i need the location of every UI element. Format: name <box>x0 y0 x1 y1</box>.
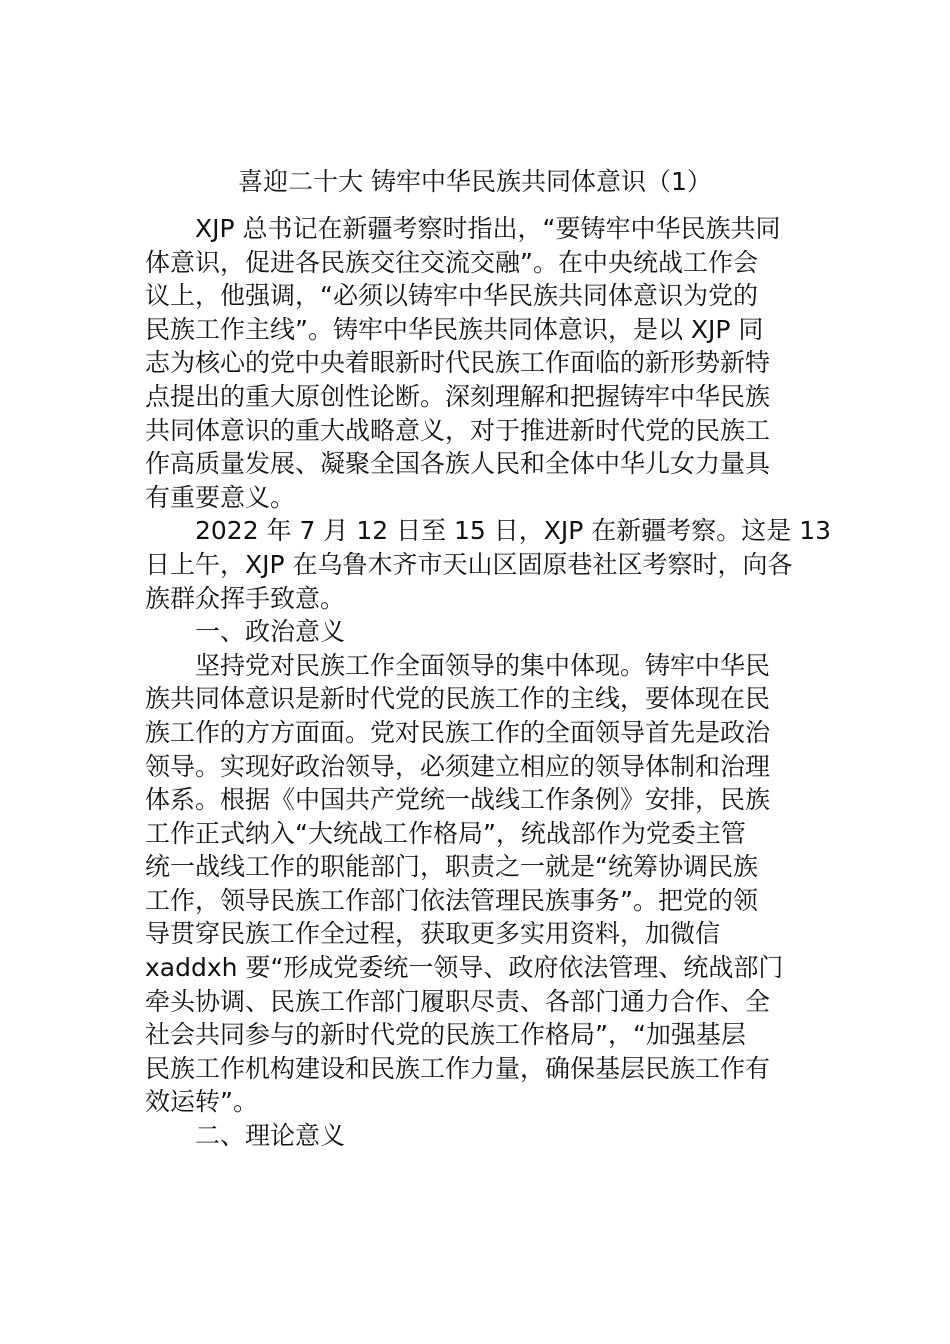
text-line: 族群众挥手致意。 <box>145 583 346 613</box>
text-line: 族工作的方方面面。党对民族工作的全面领导首先是政治 <box>145 717 771 747</box>
text-line: 社会共同参与的新时代党的民族工作格局”，“加强基层 <box>145 1020 746 1050</box>
text-line: 工作，领导民族工作部门依法管理民族事务”。把党的领 <box>145 885 758 915</box>
text-line: 民族工作主线”。铸牢中华民族共同体意识，是以 XJP 同 <box>145 314 764 344</box>
paragraph <box>145 649 825 1119</box>
text-line: 日上午，XJP 在乌鲁木齐市天山区固原巷社区考察时，向各 <box>145 549 793 579</box>
text-line: xaddxh 要“形成党委统一领导、政府依法管理、统战部门 <box>145 953 784 983</box>
text-line: 点提出的重大原创性论断。深刻理解和把握铸牢中华民族 <box>145 381 771 411</box>
text-line: 2022 年 7 月 12 日至 15 日，XJP 在新疆考察。这是 13 <box>195 516 832 546</box>
text-line: 志为核心的党中央着眼新时代民族工作面临的新形势新特 <box>145 348 771 378</box>
text-line: 民族工作机构建设和民族工作力量，确保基层民族工作有 <box>145 1053 771 1083</box>
text-line: 议上，他强调，“必须以铸牢中华民族共同体意识为党的 <box>145 281 758 311</box>
paragraph <box>145 1119 825 1153</box>
document-title: 喜迎二十大 铸牢中华民族共同体意识（1） <box>238 167 712 196</box>
text-line: 牵头协调、民族工作部门履职尽责、各部门通力合作、全 <box>145 986 771 1016</box>
text-line: 导贯穿民族工作全过程，获取更多实用资料，加微信 <box>145 919 721 949</box>
paragraph <box>145 615 825 649</box>
text-line: 统一战线工作的职能部门，职责之一就是“统筹协调民族 <box>145 852 758 882</box>
text-line: 坚持党对民族工作全面领导的集中体现。铸牢中华民 <box>195 650 771 680</box>
text-line: 有重要意义。 <box>145 482 296 512</box>
paragraph <box>145 514 832 615</box>
text-line: 领导。实现好政治领导，必须建立相应的领导体制和治理 <box>145 751 771 781</box>
text-line: XJP 总书记在新疆考察时指出，“要铸牢中华民族共同 <box>195 214 781 243</box>
text-line: 二、理论意义 <box>195 1121 346 1151</box>
paragraph <box>145 212 825 514</box>
text-line: 效运转”。 <box>145 1087 258 1117</box>
text-line: 作高质量发展、凝聚全国各族人民和全体中华儿女力量具 <box>145 449 771 479</box>
text-line: 体系。根据《中国共产党统一战线工作条例》安排，民族 <box>145 785 771 815</box>
text-line: 工作正式纳入“大统战工作格局”，统战部作为党委主管 <box>145 818 746 848</box>
text-line: 体意识，促进各民族交往交流交融”。在中央统战工作会 <box>145 247 758 277</box>
text-line: 一、政治意义 <box>195 617 346 647</box>
document-body <box>145 212 832 1153</box>
text-line: 共同体意识的重大战略意义，对于推进新时代党的民族工 <box>145 415 771 445</box>
text-line: 族共同体意识是新时代党的民族工作的主线，要体现在民 <box>145 684 771 714</box>
